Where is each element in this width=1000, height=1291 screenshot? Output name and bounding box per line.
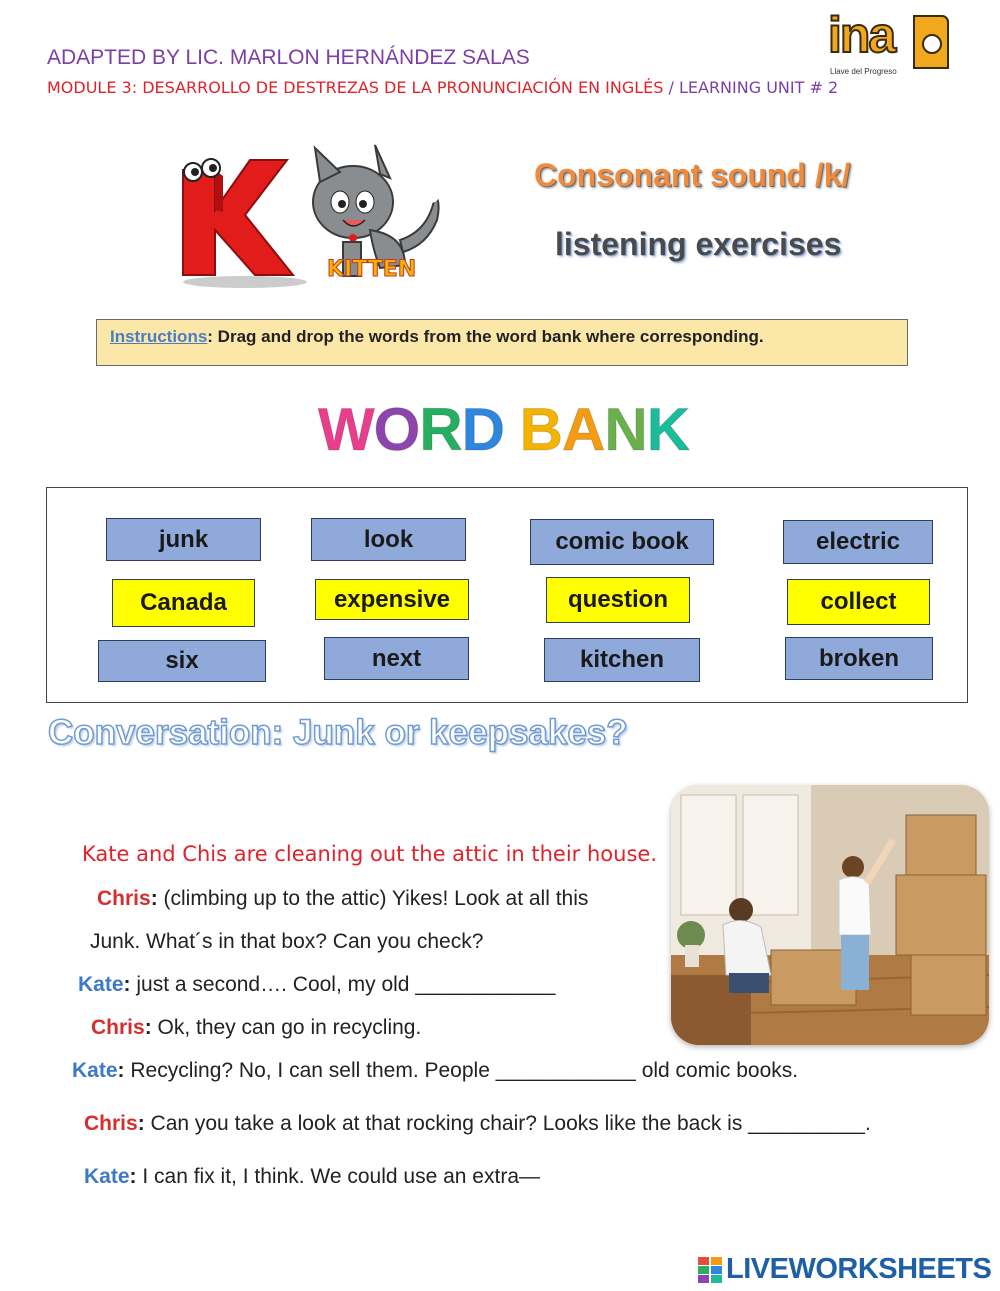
footer-brand-text: LIVEWORKSHEETS <box>726 1253 992 1285</box>
word-bank-title-letter: N <box>604 396 647 463</box>
couple-moving-boxes-icon <box>671 785 989 1045</box>
speaker-name: Chris <box>97 887 151 910</box>
dialogue-line: Kate: just a second…. Cool, my old ____________ <box>78 973 556 996</box>
adapted-by: ADAPTED BY LIC. MARLON HERNÁNDEZ SALAS <box>47 46 530 69</box>
letter-k-kitten-icon <box>175 140 450 290</box>
dialogue-line: Kate: Recycling? No, I can sell them. People ____________ old comic books. <box>72 1059 799 1082</box>
word-chip[interactable]: junk <box>106 518 261 561</box>
word-bank-title-letter: W <box>318 396 374 463</box>
attic-photo <box>671 785 989 1045</box>
speaker-name: Kate <box>84 1165 130 1188</box>
word-chip[interactable]: next <box>324 637 469 680</box>
speaker-name: Kate <box>72 1059 118 1082</box>
word-chip[interactable]: collect <box>787 579 930 625</box>
dialogue-line: Chris: (climbing up to the attic) Yikes! Look at all this <box>97 887 589 910</box>
dialogue-line <box>90 930 483 954</box>
word-chip[interactable]: Canada <box>112 579 255 627</box>
word-bank-title-letter: D <box>461 396 504 463</box>
word-chip[interactable]: expensive <box>315 579 469 620</box>
word-bank-title-letter: B <box>519 396 563 463</box>
kitten-caption: KITTEN <box>327 257 417 282</box>
instructions-box <box>96 319 908 366</box>
module-text: MODULE 3: DESARROLLO DE DESTREZAS DE LA PRONUNCIACIÓN EN INGLÉS <box>47 78 664 97</box>
instructions-text-wrap <box>110 327 764 347</box>
unit-text: LEARNING UNIT # 2 <box>678 78 839 97</box>
module-line <box>47 78 838 97</box>
instructions-text: : Drag and drop the words from the word bank where corresponding. <box>207 327 764 346</box>
speaker-name: Kate <box>78 973 124 996</box>
word-chip[interactable]: broken <box>785 637 933 680</box>
dialogue-line: Chris: Ok, they can go in recycling. <box>91 1016 422 1039</box>
dialogue-line: Kate: I can fix it, I think. We could use an extra— <box>84 1165 540 1188</box>
dialogue-text: Recycling? No, I can sell them. People ____________ old comic books. <box>124 1059 799 1082</box>
word-bank-title <box>318 395 689 464</box>
conversation-title: Conversation: Junk or keepsakes? <box>48 713 628 752</box>
word-chip[interactable]: kitchen <box>544 638 700 682</box>
word-chip[interactable]: electric <box>783 520 933 564</box>
kitten-illustration <box>175 140 450 290</box>
ina-logo <box>828 7 948 80</box>
dialogue-text: just a second…. Cool, my old ____________ <box>130 973 556 996</box>
conversation-intro: Kate and Chis are cleaning out the attic in their house. <box>82 842 657 866</box>
word-chip[interactable]: question <box>546 577 690 623</box>
instructions-label: Instructions <box>110 327 208 346</box>
word-bank-title-letter <box>504 396 520 463</box>
logo-text: ina <box>828 7 895 63</box>
word-bank-title-letter: R <box>419 396 462 463</box>
word-bank-title-letter: K <box>646 396 690 463</box>
liveworksheets-brand <box>698 1253 991 1286</box>
word-chip[interactable]: comic book <box>530 519 714 565</box>
logo-subtitle: Llave del Progreso <box>830 67 897 76</box>
word-chip[interactable]: six <box>98 640 266 682</box>
speaker-name: Chris <box>91 1016 145 1039</box>
logo-o-icon <box>910 12 950 74</box>
word-bank-title-letter: A <box>562 396 605 463</box>
word-chip[interactable]: look <box>311 518 466 561</box>
title-consonant-sound: Consonant sound /k/ <box>534 157 851 193</box>
liveworksheets-logo-icon <box>698 1257 722 1283</box>
title-listening-exercises: listening exercises <box>555 226 842 262</box>
dialogue-text: Junk. What´s in that box? Can you check? <box>90 930 484 953</box>
dialogue-text: (climbing up to the attic) Yikes! Look at all this <box>157 887 589 910</box>
dialogue-text: Can you take a look at that rocking chair? Looks like the back is __________. <box>144 1112 871 1135</box>
word-bank <box>46 487 968 703</box>
dialogue-text: I can fix it, I think. We could use an extra— <box>136 1165 540 1188</box>
dialogue-line: Chris: Can you take a look at that rocking chair? Looks like the back is __________. <box>84 1112 871 1135</box>
speaker-name: Chris <box>84 1112 138 1135</box>
dialogue-text: Ok, they can go in recycling. <box>151 1016 422 1039</box>
module-separator: / <box>663 78 679 97</box>
word-bank-title-letter: O <box>373 396 420 463</box>
